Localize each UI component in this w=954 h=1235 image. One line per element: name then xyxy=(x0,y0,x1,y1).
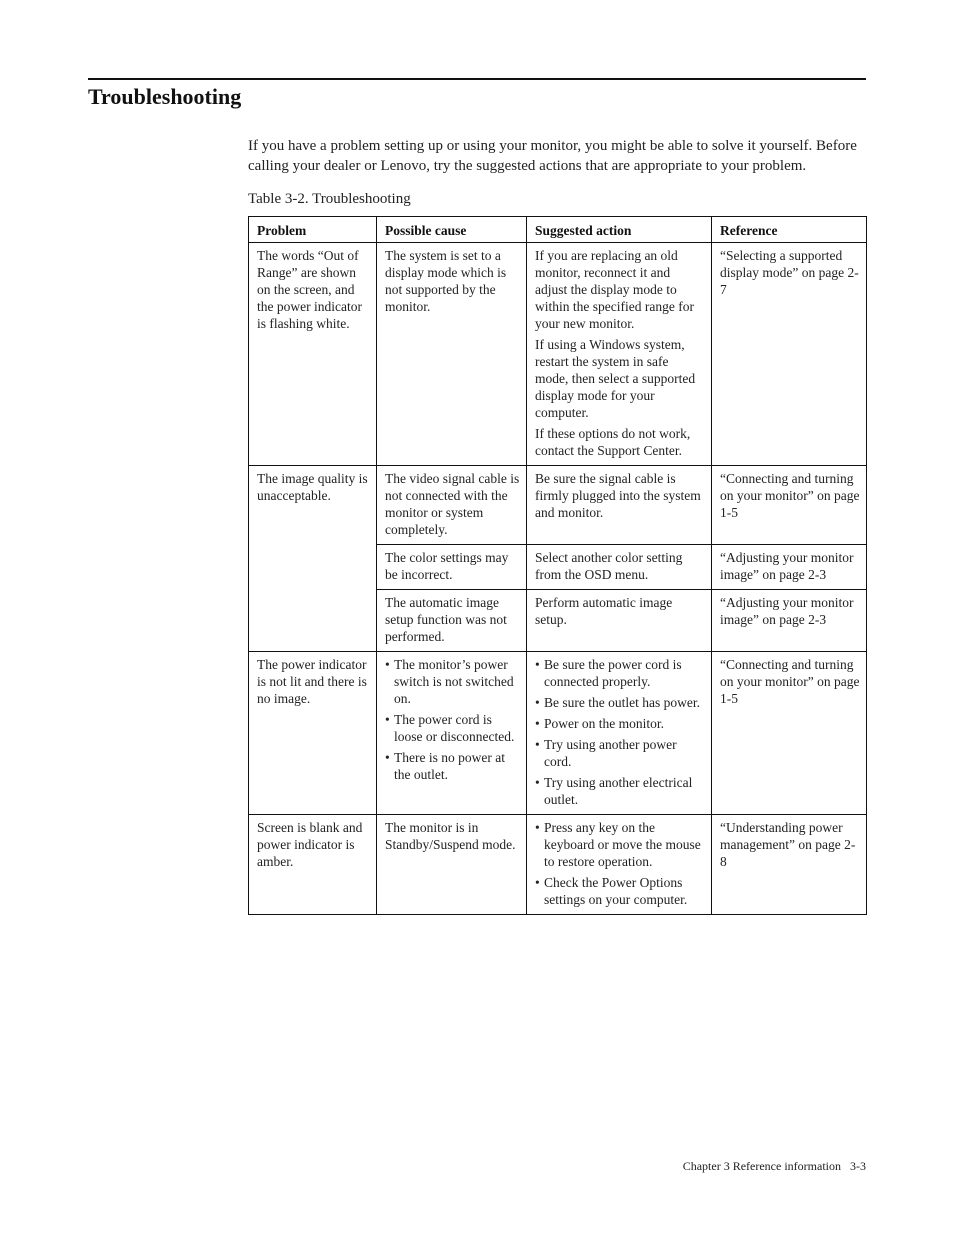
table-row xyxy=(249,243,867,466)
cell-cause: The color settings may be incorrect. xyxy=(377,545,527,590)
list-item: • There is no power at the outlet. xyxy=(385,749,520,783)
action-list xyxy=(535,819,705,908)
cell-problem: The words “Out of Range” are shown on the screen, and the power indicator is flashing white. xyxy=(249,243,377,466)
list-item: • Be sure the power cord is connected properly. xyxy=(535,656,705,690)
cell-reference: “Understanding power management” on page 2-8 xyxy=(712,815,867,915)
table-caption: Table 3-2. Troubleshooting xyxy=(248,191,411,207)
cell-problem: The power indicator is not lit and there is no image. xyxy=(249,652,377,815)
table-row xyxy=(249,815,867,915)
action-paragraph: If you are replacing an old monitor, reconnect it and adjust the display mode to within the specified range for your new monitor. xyxy=(535,248,694,331)
troubleshooting-table xyxy=(248,216,867,915)
list-item: • Try using another power cord. xyxy=(535,736,705,770)
action-paragraph: If these options do not work, contact the Support Center. xyxy=(535,426,691,458)
cell-action: Select another color setting from the OSD menu. xyxy=(527,545,712,590)
cause-list xyxy=(385,656,520,783)
table-row xyxy=(249,652,867,815)
cell-cause: The system is set to a display mode which is not supported by the monitor. xyxy=(377,243,527,466)
action-list xyxy=(535,656,705,808)
list-item: • The power cord is loose or disconnected. xyxy=(385,711,520,745)
header-cause: Possible cause xyxy=(377,217,527,243)
intro-paragraph: If you have a problem setting up or using your monitor, you might be able to solve it yourself. Before calling your dealer or Lenovo, try the suggested actions that are appropriate to your problem. xyxy=(248,138,857,174)
cell-reference: “Adjusting your monitor image” on page 2-3 xyxy=(712,590,867,652)
cell-reference: “Adjusting your monitor image” on page 2-3 xyxy=(712,545,867,590)
cell-reference: “Connecting and turning on your monitor” on page 1-5 xyxy=(712,652,867,815)
cell-cause: The video signal cable is not connected with the monitor or system completely. xyxy=(377,466,527,545)
footer-chapter: Chapter 3 Reference information xyxy=(682,1159,841,1173)
footer-page-number: 3-3 xyxy=(850,1159,866,1173)
action-paragraph: If using a Windows system, restart the system in safe mode, then select a supported display mode for your computer. xyxy=(535,337,696,420)
page-footer xyxy=(683,1159,866,1174)
list-item: • Power on the monitor. xyxy=(535,715,705,732)
top-rule xyxy=(88,78,866,80)
list-item: • Be sure the outlet has power. xyxy=(535,694,705,711)
header-action: Suggested action xyxy=(527,217,712,243)
page-title: Troubleshooting xyxy=(88,84,242,109)
cell-action: Be sure the signal cable is firmly plugged into the system and monitor. xyxy=(527,466,712,545)
cell-problem: The image quality is unacceptable. xyxy=(249,466,377,652)
cell-reference: “Connecting and turning on your monitor” on page 1-5 xyxy=(712,466,867,545)
cell-cause xyxy=(377,652,527,815)
list-item: • Press any key on the keyboard or move the mouse to restore operation. xyxy=(535,819,705,870)
table-header-row xyxy=(249,217,867,243)
list-item: • Check the Power Options settings on your computer. xyxy=(535,874,705,908)
cell-cause: The automatic image setup function was not performed. xyxy=(377,590,527,652)
table-row xyxy=(249,466,867,545)
header-reference: Reference xyxy=(712,217,867,243)
cell-problem: Screen is blank and power indicator is amber. xyxy=(249,815,377,915)
list-item: • Try using another electrical outlet. xyxy=(535,774,705,808)
cell-reference: “Selecting a supported display mode” on page 2-7 xyxy=(712,243,867,466)
cell-action xyxy=(527,652,712,815)
header-problem: Problem xyxy=(249,217,377,243)
cell-action xyxy=(527,243,712,466)
list-item: • The monitor’s power switch is not switched on. xyxy=(385,656,520,707)
cell-action: Perform automatic image setup. xyxy=(527,590,712,652)
cell-action xyxy=(527,815,712,915)
cell-cause: The monitor is in Standby/Suspend mode. xyxy=(377,815,527,915)
